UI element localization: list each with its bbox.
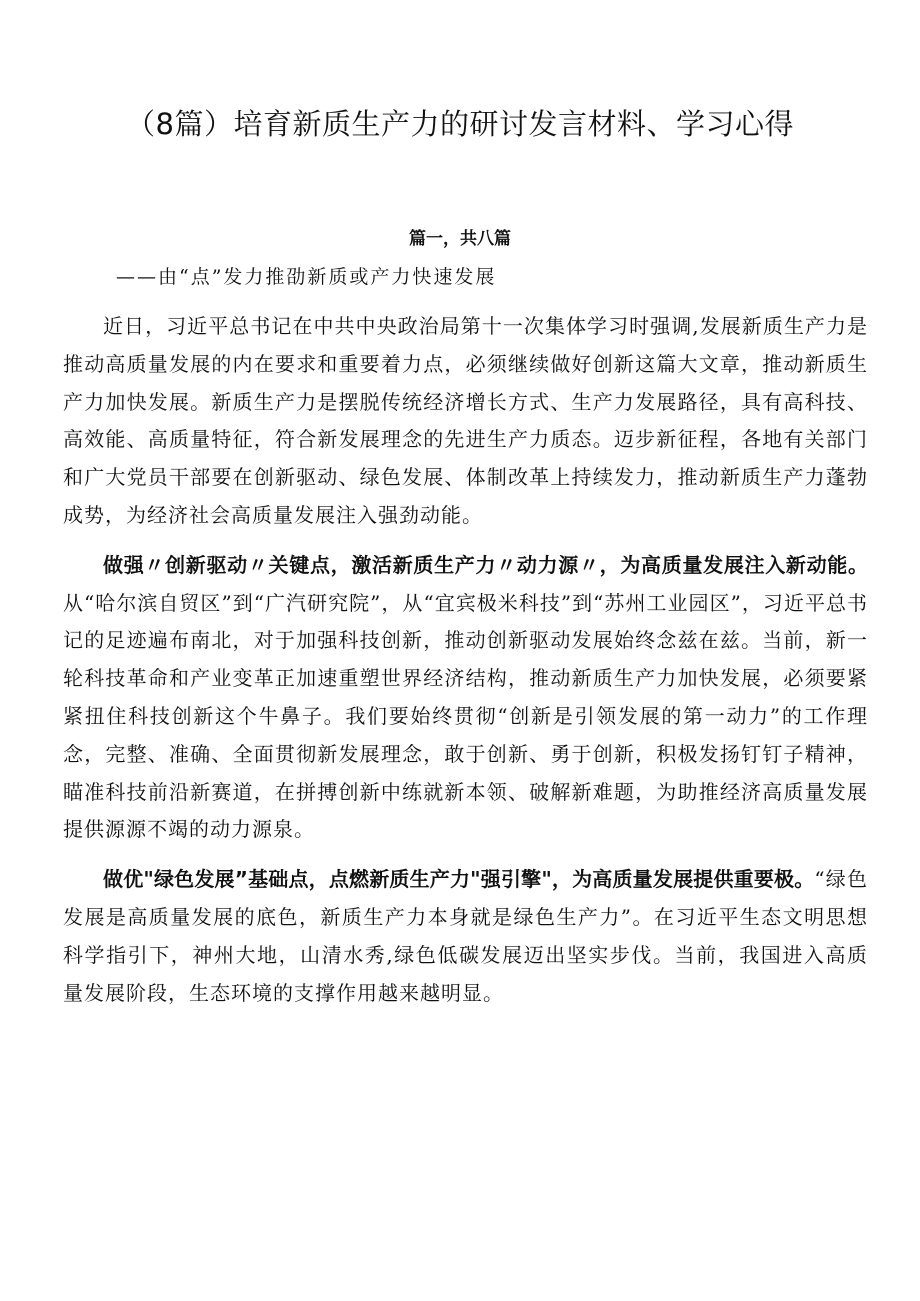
paragraph-1-text: 近日，习近平总书记在中共中央政治局第十一次集体学习时强调,发展新质生产力是推动高质量发展的内在要求和重要着力点，必须继续做好创新这篇大文章，推动新质生产力加快发展。新质生产力是摆脱传统经济增长方式、生产力发展路径，具有高科技、高效能、高质量特征，符合新发展理念的先进生产力质态。迈步新征程，各地有关部门和广大党员干部要在创新驱动、绿色发展、体制改革上持续发力，推动新质生产力蓬勃成势，为经济社会高质量发展注入强劲动能。	[63, 314, 868, 527]
paragraph-2	[63, 547, 868, 849]
paragraph-3-lead: 做优"绿色发展”基础点，点燃新质生产力"强引擎"，为高质量发展提供重要极。	[103, 867, 815, 892]
paragraph-2-lead: 做强〃创新驱动〃关键点，激活新质生产力〃动力源〃，为高质量发展注入新动能。	[103, 552, 868, 577]
paragraph-1	[63, 308, 868, 535]
paragraph-3	[63, 861, 868, 1012]
document-title: （8篇）培育新质生产力的研讨发言材料、学习心得	[126, 107, 794, 141]
body-text	[63, 308, 868, 1012]
paragraph-2-text: 从“哈尔滨自贸区”到“广汽研究院”，从“宜宾极米科技”到“苏州工业园区”，习近平总书记的足迹遍布南北，对于加强科技创新，推动创新驱动发展始终念兹在兹。当前，新一轮科技革命和产业变革正加速重塑世界经济结构，推动新质生产力加快发展，必须要紧紧扭住科技创新这个牛鼻子。我们要始终贯彻“创新是引领发展的第一动力”的工作理念，完整、准确、全面贯彻新发展理念，敢于创新、勇于创新，积极发扬钉钉子精神，瞄准科技前沿新赛道，在拼搏创新中练就新本领、破解新难题，为助推经济高质量发展提供源源不竭的动力源泉。	[63, 590, 868, 842]
section-subtitle: ——由“点”发力推劭新质或产力快速发展	[116, 266, 497, 288]
paragraph-3-text: “绿色发展是高质量发展的底色，新质生产力本身就是绿色生产力”。在习近平生态文明思想科学指引下，神州大地，山清水秀,绿色低碳发展迈出坚实步伐。当前，我国进入高质量发展阶段，生态环境的支撑作用越来越明显。	[63, 867, 868, 1005]
section-heading: 篇一，共八篇	[409, 229, 511, 249]
